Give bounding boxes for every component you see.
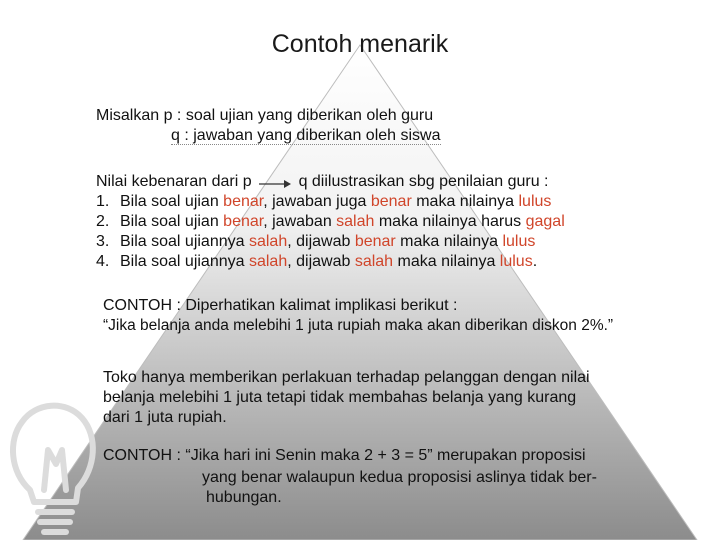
arrow-right-icon: [258, 176, 292, 188]
example1-line1: CONTOH : Diperhatikan kalimat implikasi berikut :: [103, 297, 458, 314]
example2-line2: yang benar walaupun kedua proposisi aslinya tidak ber-: [202, 469, 597, 486]
explanation-line1: Toko hanya memberikan perlakuan terhadap pelanggan dengan nilai: [103, 369, 590, 386]
lightbulb-icon: [0, 380, 110, 540]
case-list: [96, 192, 565, 272]
explanation-line2: belanja melebihi 1 juta tetapi tidak membahas belanja yang kurang: [103, 389, 577, 406]
truth-intro: Nilai kebenaran dari p q diilustrasikan sbg penilaian guru :: [96, 173, 549, 190]
list-item: 1. Bila soal ujian benar, jawaban juga benar maka nilainya lulus: [96, 193, 552, 210]
explanation-line3: dari 1 juta rupiah.: [103, 409, 227, 426]
slide-title: Contoh menarik: [271, 30, 449, 58]
example2-line3: hubungan.: [206, 489, 282, 506]
list-item: 3. Bila soal ujiannya salah, dijawab benar maka nilainya lulus: [96, 233, 536, 250]
premise-p: Misalkan p : soal ujian yang diberikan oleh guru: [96, 107, 434, 124]
example1-line2: “Jika belanja anda melebihi 1 juta rupiah maka akan diberikan diskon 2%.”: [103, 317, 614, 334]
premise-q: q : jawaban yang diberikan oleh siswa: [171, 127, 441, 144]
example2-line1: CONTOH : “Jika hari ini Senin maka 2 + 3 = 5” merupakan proposisi: [103, 447, 586, 464]
list-item: 2. Bila soal ujian benar, jawaban salah maka nilainya harus gagal: [96, 213, 565, 230]
list-item: 4. Bila soal ujiannya salah, dijawab salah maka nilainya lulus.: [96, 253, 538, 270]
